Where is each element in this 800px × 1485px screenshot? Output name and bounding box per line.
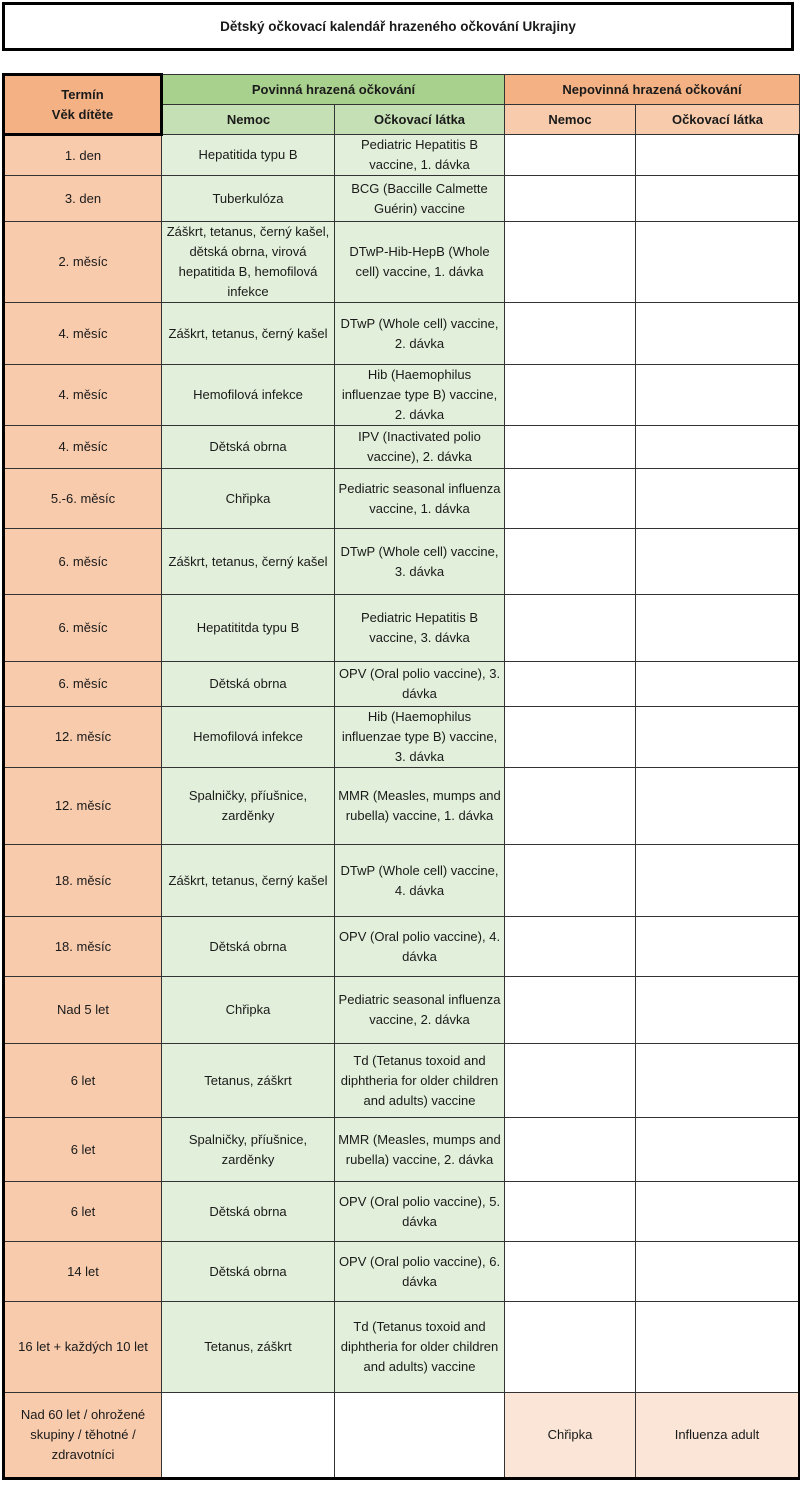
row-disease: Tuberkulóza (162, 176, 335, 222)
table-row (4, 1242, 800, 1302)
row-term: Nad 60 let / ohrožené skupiny / těhotné / zdravotníci (4, 1393, 162, 1479)
row-optional-vaccine (636, 845, 800, 917)
row-term: 4. měsíc (4, 303, 162, 365)
row-vaccine: DTwP (Whole cell) vaccine, 4. dávka (335, 845, 505, 917)
row-optional-disease: Chřipka (505, 1393, 636, 1479)
row-vaccine: MMR (Measles, mumps and rubella) vaccine, 2. dávka (335, 1118, 505, 1182)
row-optional-disease (505, 176, 636, 222)
header-optional-disease: Nemoc (505, 105, 636, 135)
row-disease: Hepatititda typu B (162, 595, 335, 662)
row-optional-disease (505, 768, 636, 845)
row-vaccine: Td (Tetanus toxoid and diphtheria for older children and adults) vaccine (335, 1302, 505, 1393)
row-optional-disease (505, 1182, 636, 1242)
table-row (4, 365, 800, 426)
row-disease: Hemofilová infekce (162, 365, 335, 426)
row-optional-vaccine (636, 176, 800, 222)
row-vaccine: Pediatric seasonal influenza vaccine, 2. dávka (335, 977, 505, 1044)
row-vaccine: Td (Tetanus toxoid and diphtheria for older children and adults) vaccine (335, 1044, 505, 1118)
row-optional-vaccine (636, 1044, 800, 1118)
header-vaccine: Očkovací látka (335, 105, 505, 135)
row-optional-disease (505, 529, 636, 595)
table-row (4, 222, 800, 303)
row-disease: Tetanus, záškrt (162, 1044, 335, 1118)
table-row (4, 845, 800, 917)
header-mandatory: Povinná hrazená očkování (162, 75, 505, 105)
row-vaccine: Hib (Haemophilus influenzae type B) vaccine, 3. dávka (335, 707, 505, 768)
header-disease: Nemoc (162, 105, 335, 135)
table-row (4, 662, 800, 707)
table-row (4, 135, 800, 176)
row-term: 12. měsíc (4, 707, 162, 768)
row-term: 6 let (4, 1182, 162, 1242)
row-disease: Záškrt, tetanus, černý kašel (162, 303, 335, 365)
row-term: 4. měsíc (4, 365, 162, 426)
header-term-line1: Termín (61, 86, 104, 102)
row-vaccine: OPV (Oral polio vaccine), 3. dávka (335, 662, 505, 707)
row-optional-disease (505, 1118, 636, 1182)
row-term: 14 let (4, 1242, 162, 1302)
row-optional-vaccine (636, 977, 800, 1044)
row-optional-disease (505, 917, 636, 977)
table-row (4, 595, 800, 662)
row-optional-vaccine (636, 365, 800, 426)
row-optional-vaccine (636, 707, 800, 768)
row-vaccine: Hib (Haemophilus influenzae type B) vaccine, 2. dávka (335, 365, 505, 426)
row-disease: Hemofilová infekce (162, 707, 335, 768)
row-term: 18. měsíc (4, 845, 162, 917)
row-vaccine: IPV (Inactivated polio vaccine), 2. dávka (335, 426, 505, 469)
row-term: 6. měsíc (4, 662, 162, 707)
row-term: 3. den (4, 176, 162, 222)
row-disease: Dětská obrna (162, 662, 335, 707)
row-optional-vaccine (636, 1182, 800, 1242)
row-disease (162, 1393, 335, 1479)
row-optional-disease (505, 1302, 636, 1393)
header-optional: Nepovinná hrazená očkování (505, 75, 800, 105)
row-vaccine: DTwP (Whole cell) vaccine, 3. dávka (335, 529, 505, 595)
page-title-box (2, 2, 794, 51)
table-row (4, 176, 800, 222)
row-optional-vaccine (636, 1118, 800, 1182)
table-row (4, 1182, 800, 1242)
table-row (4, 1118, 800, 1182)
table-row (4, 1302, 800, 1393)
row-optional-vaccine (636, 529, 800, 595)
table-row (4, 529, 800, 595)
row-vaccine: OPV (Oral polio vaccine), 4. dávka (335, 917, 505, 977)
table-row (4, 303, 800, 365)
row-disease: Spalničky, příušnice, zarděnky (162, 768, 335, 845)
row-optional-disease (505, 707, 636, 768)
row-disease: Hepatitida typu B (162, 135, 335, 176)
row-term: Nad 5 let (4, 977, 162, 1044)
row-optional-disease (505, 426, 636, 469)
row-vaccine: Pediatric seasonal influenza vaccine, 1. dávka (335, 469, 505, 529)
row-optional-disease (505, 1044, 636, 1118)
row-disease: Dětská obrna (162, 426, 335, 469)
vaccination-calendar-table (2, 73, 800, 1480)
row-optional-disease (505, 469, 636, 529)
row-optional-vaccine (636, 135, 800, 176)
row-optional-disease (505, 135, 636, 176)
row-vaccine: BCG (Baccille Calmette Guérin) vaccine (335, 176, 505, 222)
row-vaccine: OPV (Oral polio vaccine), 5. dávka (335, 1182, 505, 1242)
row-optional-vaccine (636, 1242, 800, 1302)
row-optional-vaccine (636, 595, 800, 662)
row-term: 18. měsíc (4, 917, 162, 977)
row-disease: Chřipka (162, 977, 335, 1044)
row-term: 6. měsíc (4, 529, 162, 595)
header-term-line2: Věk dítěte (51, 106, 114, 122)
row-disease: Tetanus, záškrt (162, 1302, 335, 1393)
row-term: 16 let + každých 10 let (4, 1302, 162, 1393)
table-row (4, 707, 800, 768)
row-vaccine: Pediatric Hepatitis B vaccine, 3. dávka (335, 595, 505, 662)
row-vaccine: OPV (Oral polio vaccine), 6. dávka (335, 1242, 505, 1302)
row-term: 6. měsíc (4, 595, 162, 662)
row-optional-vaccine (636, 469, 800, 529)
row-term: 6 let (4, 1044, 162, 1118)
table-row (4, 469, 800, 529)
row-optional-disease (505, 365, 636, 426)
row-term: 5.-6. měsíc (4, 469, 162, 529)
row-term: 6 let (4, 1118, 162, 1182)
table-row (4, 917, 800, 977)
row-disease: Dětská obrna (162, 1182, 335, 1242)
table-row (4, 1393, 800, 1479)
row-disease: Dětská obrna (162, 1242, 335, 1302)
row-optional-vaccine (636, 768, 800, 845)
page-title: Dětský očkovací kalendář hrazeného očkování Ukrajiny (220, 19, 576, 34)
table-row (4, 1044, 800, 1118)
row-vaccine: MMR (Measles, mumps and rubella) vaccine, 1. dávka (335, 768, 505, 845)
row-optional-vaccine (636, 662, 800, 707)
row-optional-vaccine (636, 1302, 800, 1393)
row-term: 4. měsíc (4, 426, 162, 469)
row-optional-disease (505, 662, 636, 707)
row-disease: Záškrt, tetanus, černý kašel (162, 845, 335, 917)
header-term (4, 75, 162, 135)
table-body (4, 135, 800, 1479)
row-disease: Dětská obrna (162, 917, 335, 977)
row-optional-disease (505, 977, 636, 1044)
row-term: 1. den (4, 135, 162, 176)
row-term: 2. měsíc (4, 222, 162, 303)
row-vaccine: DTwP (Whole cell) vaccine, 2. dávka (335, 303, 505, 365)
row-disease: Záškrt, tetanus, černý kašel (162, 529, 335, 595)
row-optional-vaccine (636, 426, 800, 469)
row-optional-vaccine (636, 917, 800, 977)
row-optional-disease (505, 303, 636, 365)
row-optional-disease (505, 1242, 636, 1302)
row-optional-disease (505, 595, 636, 662)
header-optional-vaccine: Očkovací látka (636, 105, 800, 135)
row-disease: Chřipka (162, 469, 335, 529)
row-optional-vaccine (636, 303, 800, 365)
table-row (4, 426, 800, 469)
row-vaccine: DTwP-Hib-HepB (Whole cell) vaccine, 1. dávka (335, 222, 505, 303)
row-vaccine: Pediatric Hepatitis B vaccine, 1. dávka (335, 135, 505, 176)
row-term: 12. měsíc (4, 768, 162, 845)
row-disease: Spalničky, příušnice, zarděnky (162, 1118, 335, 1182)
row-disease: Záškrt, tetanus, černý kašel, dětská obrna, virová hepatitida B, hemofilová infekce (162, 222, 335, 303)
row-optional-disease (505, 222, 636, 303)
table-row (4, 768, 800, 845)
row-vaccine (335, 1393, 505, 1479)
row-optional-disease (505, 845, 636, 917)
row-optional-vaccine: Influenza adult (636, 1393, 800, 1479)
row-optional-vaccine (636, 222, 800, 303)
table-row (4, 977, 800, 1044)
